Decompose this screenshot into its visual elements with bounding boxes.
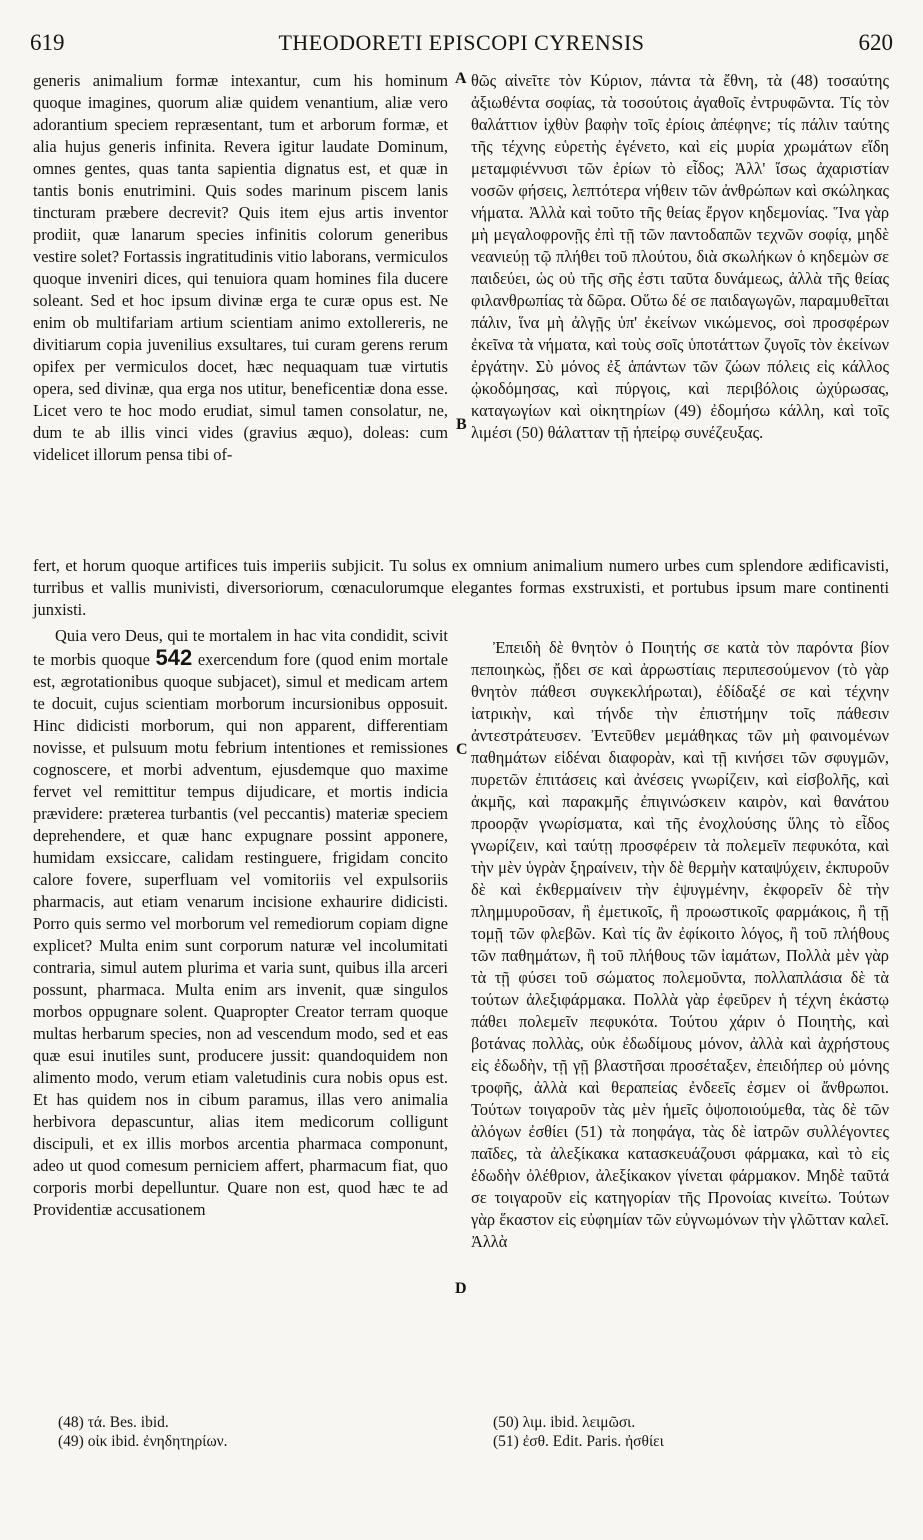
latin-continuation: fert, et horum quoque artifices tuis imperiis subjicit. Tu solus ex omnium animalium numero urbes cum splendore ædificavisti, turribus et vallis munivisti, diversoriorum, cœnaculorumque elegantes formas exstruxisti, et portubus ipsum mare continenti junxisti. [33, 556, 889, 619]
latin-column-top: generis animalium formæ intexantur, cum his hominum quoque imagines, quorum aliæ quidem venantium, aliæ vero adorantium speciem repræsentant, tum et arborum formæ, et alia hujus generis infinita. Revera igitur laudate Dominum, omnes gentes, quas tanta sapientia dignatus est, et quæ in tantis bonis enutrimini. Quis sodes marinum piscem lanis tincturam præbere decrevit? Quis item ejus artis inventor prodiit, quæ lanarum species infinitis colorum generibus vestire solet? Fortassis ingratitudinis vitio laborans, vermiculos quoque inveniri dices, qui tenuiora quam homines fila ducere soleant. Sed et hoc ipsum divinæ erga te curæ opus est. Ne enim ob multifariam artium scientiam animo extollereris, ne divitiarum copia juvenilius exsultares, tui curam gerens rerum opifex per vermiculos docet, hæc nequaquam tuæ virtutis opera, sed divinæ, qua erga nos utitur, beneficentiæ dona esse. Licet vero te hoc modo erudiat, simul tamen consolatur, ne, dum te ab illis vinci vides (gravius æquo), doleas: cum videlicet illorum pensa tibi of- [33, 71, 448, 464]
column-number: 542 [155, 645, 193, 670]
running-title: THEODORETI EPISCOPI CYRENSIS [278, 30, 645, 55]
section-marker-d: D [455, 1280, 467, 1297]
section-marker-b: B [456, 416, 467, 433]
footnote: (49) οἰκ ibid. ἐνηδητηρίων. [58, 1433, 228, 1450]
footnote: (50) λιμ. ibid. λειμῶσι. [493, 1414, 636, 1431]
section-marker-c: C [456, 741, 468, 758]
section-marker-a: A [455, 70, 467, 87]
latin-bottom-text-b: exercendum fore (quod enim mortale est, ægrotationibus quoque subjacet), simul et medicam artem te docuit, cujus scientiam morborum incursionibus opposuit. Hinc didicisti morborum, qui non apparent, differentiam novisse, et pulsuum motu febrium intentiones et remissiones cognoscere, et morbi adventum, ejusdemque quo maxime fervet vel remittitur tempus dijudicare, et mortis indicia prævidere: præterea turbantis (vel peccantis) materiæ speciem deprehendere, et quæ hanc expugnare possint apponere, humidam exsiccare, calidam restinguere, frigidam concito calore fovere, superfluam vel vomitoriis vel expulsoriis pharmacis, aut etiam venarum incisione exhaurire didicisti. Porro quis sermo vel morborum vel remediorum copiam digne explicet? Multa enim sunt corporum naturæ vel incolumitati contraria, simul autem plurima et varia sunt, quibus illa arceri possunt, pharmaca. Multa enim ars invenit, quæ singulos morbos oppugnare solent. Quapropter Creator terram quoque multas herbarum species, non ad vescendum modo, sed et eas quæ esui inutiles sunt, producere jussit: quandoquidem non alimento modo, verum etiam valetudinis cura nobis opus est. Et has quidem nos in cibum paramus, illas vero animalia herbivora depascuntur, alias item medicorum colligunt discipuli, et ex illis morbos arcentia pharmaca componunt, adeo ut quod comesum perniciem affert, pharmacum fiat, quo corporis morbi depelluntur. Quare non est, quod hæc te ad Providentiæ accusationem [33, 650, 448, 1219]
footnotes-left [58, 1413, 438, 1451]
page-header [30, 30, 893, 62]
page-number-right: 620 [858, 30, 893, 55]
footnotes-right [493, 1413, 883, 1451]
greek-column-top: θῶς αἰνεῖτε τὸν Κύριον, πάντα τὰ ἔθνη, τὰ (48) τοσαύτης ἀξιωθέντα σοφίας, τὰ τοσούτοις ἀγαθοῖς ἐντρυφῶντα. Τίς τὸν θαλάττιον ἰχθὺν βαφὴν τοῖς ἐρίοις ἀπέφηνε; τίς πάλιν ταύτης τῆς τέχνης εὑρετὴς ἐγένετο, καὶ εἰς μυρία χρωμάτων εἴδη μεταμφιέννυσι τῶν ἐρίων τὸ εἶδος; Ἀλλ' ἴσως ἀχαριστίαν νοσῶν φήσεις, λεπτότερα νήθειν τῶν ἀνθρώπων καὶ σκώληκας νήματα. Ἀλλὰ καὶ τοῦτο τῆς θείας ἔργον κηδεμονίας. Ἵνα γὰρ μὴ μεγαλοφρονῇς ἐπὶ τῇ τῶν παντοδαπῶν τεχνῶν σοφίᾳ, μηδὲ νεανιεύῃ τῷ πλήθει τοῦ πλούτου, διὰ σκωλήκων ὁ κηδεμὼν σε παιδεύει, ὡς οὐ τῆς σῆς ἐστι ταῦτα δυνάμεως, ἀλλὰ τῆς θείας φιλανθρωπίας τὰ δῶρα. Οὕτω δέ σε παιδαγωγῶν, παραμυθεῖται πάλιν, ἵνα μὴ ἀλγῇς ὑπ' ἐκείνων νικώμενος, σοὶ προσφέρων ἐκεῖνα τὰ νήματα, καὶ τοὺς σοῖς ὑποτάττων ζυγοῖς τὸν ἐκείνων ἐργάτην. Σὺ μόνος ἐξ ἁπάντων τῶν ζώων πόλεις εἰς κάλλος ᾠκοδόμησας, καὶ πύργοις, καὶ περιβόλοις ὠχύρωσας, καταγωγίων καὶ οἰκητηρίων (49) ἐδομήσω κάλλη, καὶ τοῖς λιμέσι (50) θάλατταν τῇ ἠπείρῳ συνέζευξας. [471, 71, 889, 442]
footnote: (48) τά. Bes. ibid. [58, 1414, 169, 1431]
greek-column-bottom: Ἐπειδὴ δὲ θνητὸν ὁ Ποιητής σε κατὰ τὸν παρόντα βίον πεποιηκὼς, ᾔδει σε καὶ ἀρρωστίαις περιπεσούμενον (τὸ γὰρ θνητὸν πάθεσι συγκεκλήρωται), ἐδίδαξέ σε καὶ τέχνην ἰατρικὴν, καὶ τήνδε τὴν ἐπιστήμην τοῖς πάθεσιν ἀντεστράτευσεν. Ἐντεῦθεν μεμάθηκας τῶν μὴ φαινομένων παθημάτων εἰδέναι διαφορὰν, καὶ τῇ κινήσει τῶν σφυγμῶν, πυρετῶν ἐπιτάσεις καὶ ἀνέσεις γνωρίζειν, καὶ εἰσβολῆς, καὶ ἀκμῆς, καὶ παρακμῆς ἐπιγινώσκειν καιρὸν, καὶ θανάτου προορᾷν γνωρίσματα, καὶ τῆς ἐνοχλούσης ὕλης τὸ εἶδος γνωρίζειν, καὶ ταύτῃ προσφέρειν τὰ πολεμεῖν πεφυκότα, καὶ τὴν μὲν ὑγρὰν ξηραίνειν, τὴν δὲ θερμὴν καταψύχειν, ἐκπυροῦν δὲ καὶ ἐκθερμαίνειν τὴν ἐψυγμένην, ἐκφορεῖν δὲ τὴν πλημμυροῦσαν, ἢ ἐμετικοῖς, ἢ προωστικοῖς φαρμάκοις, ἢ τῇ τομῇ τῶν φλεβῶν. Καὶ τίς ἂν ἐφίκοιτο λόγος, ἢ τοῦ πλήθους τῶν παθημάτων, ἢ τοῦ πλήθους τῶν ἰαμάτων, Πολλὰ μὲν γὰρ τὰ τῇ φύσει τοῦ σώματος πολεμοῦντα, πολλαπλάσια δὲ τὰ τούτων ἀλεξιφάρμακα. Πολλὰ γὰρ ἐφεῦρεν ἡ τέχνη ἑκάστῳ πάθει πολεμεῖν πεφυκότα. Τούτου χάριν ὁ Ποιητὴς, καὶ βοτάνας πολλὰς, οὐκ ἐδωδίμους μόνον, ἀλλὰ καὶ ἀχρήστους εἰς ἐδωδὴν, τῇ γῇ βλαστῆσαι προσέταξεν, ἐπειδήπερ οὐ μόνης τροφῆς, ἀλλὰ καὶ θεραπείας ἐνδεεῖς ἐσμεν οἱ ἄνθρωποι. Τούτων τοιγαροῦν τὰς μὲν ἡμεῖς ὀψοποιούμεθα, τὰς δὲ τῶν ἀλόγων ἐσθίει (51) τὰ ποηφάγα, τὰς δὲ ἰατρῶν συλλέγοντες παῖδες, τὰ ἀλεξίκακα κατασκευάζουσι φάρμακα, καὶ τὸ εἰς ἐδωδὴν ὀλέθριον, ἀλεξίκακον γίνεται φάρμακον. Μηδὲ ταῦτά σε τοιγαροῦν εἰς κατηγορίαν τῆς Προνοίας κινείτω. Τούτων γὰρ ἕκαστον εἰς εὐφημίαν τῶν εὐγνωμόνων τὴν γλῶτταν καλεῖ. Ἀλλὰ [471, 638, 889, 1251]
footnote: (51) ἐσθ. Edit. Paris. ἠσθίει [493, 1433, 664, 1450]
latin-bottom-text-a: Quia vero Deus, qui te mortalem in hac vita condidit, scivit te morbis quoque [33, 626, 448, 669]
page-number-left: 619 [30, 30, 65, 55]
latin-column-bottom [33, 625, 448, 1221]
